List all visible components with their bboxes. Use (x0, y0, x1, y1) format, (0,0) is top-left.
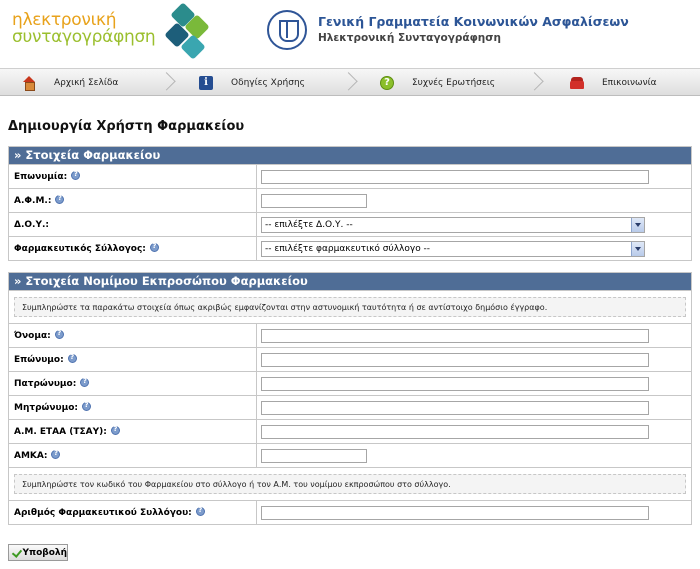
help-icon[interactable] (55, 330, 64, 339)
help-icon[interactable] (82, 402, 91, 411)
field-control (257, 420, 691, 443)
field-control (257, 372, 691, 395)
field-label (9, 165, 257, 188)
field-control (257, 165, 691, 188)
brand-logo[interactable] (12, 12, 155, 46)
am-etaa-input[interactable] (261, 425, 649, 439)
page-header (0, 0, 700, 68)
organization-title: Γενική Γραμματεία Κοινωνικών Ασφαλίσεων (318, 14, 629, 29)
help-icon[interactable] (80, 378, 89, 387)
field-label (9, 189, 257, 212)
submit-button[interactable] (8, 544, 68, 561)
brand-line-1: ηλεκτρονική (12, 10, 117, 30)
note-row (9, 290, 691, 323)
field-control (257, 396, 691, 419)
father-name-input[interactable] (261, 377, 649, 391)
am-etaa-label: Α.Μ. ΕΤΑΑ (ΤΣΑΥ): (14, 426, 107, 437)
field-label (9, 372, 257, 395)
field-label (9, 348, 257, 371)
nav-item-label: Αρχική Σελίδα (54, 77, 119, 88)
field-control (257, 189, 691, 212)
amka-input[interactable] (261, 449, 367, 463)
mother-name-input[interactable] (261, 401, 649, 415)
submit-label: Υποβολή (22, 547, 67, 558)
organization-subtitle: Ηλεκτρονική Συνταγογράφηση (318, 32, 501, 44)
field-control (257, 501, 691, 524)
section-header: » Στοιχεία Φαρμακείου (9, 147, 691, 164)
field-control (257, 213, 691, 236)
info-icon (199, 76, 213, 90)
nav-item-label: Επικοινωνία (602, 77, 657, 88)
amka-label: ΑΜΚΑ: (14, 450, 48, 461)
chevron-down-icon[interactable] (631, 218, 644, 232)
first-name-input[interactable] (261, 329, 649, 343)
help-icon[interactable] (150, 243, 159, 252)
field-label (9, 420, 257, 443)
nav-separator (160, 72, 170, 92)
company-label: Επωνυμία: (14, 171, 68, 182)
nav-separator (528, 72, 538, 92)
info-note: Συμπληρώστε τα παρακάτω στοιχεία όπως ακριβώς εμφανίζονται στην αστυνομική ταυτότητα ή σε αντίστοιχο δημόσιο έγγραφο. (14, 297, 686, 317)
form-row (9, 443, 691, 467)
phone-icon (570, 76, 584, 90)
field-control (257, 237, 691, 260)
nav-item-instructions[interactable] (199, 69, 305, 96)
form-row (9, 188, 691, 212)
help-icon[interactable] (71, 171, 80, 180)
help-icon[interactable] (55, 195, 64, 204)
first-name-label: Όνομα: (14, 330, 51, 341)
association-select[interactable] (261, 241, 645, 257)
form-row (9, 371, 691, 395)
doy-selected-value: -- επιλέξτε Δ.Ο.Υ. -- (265, 219, 353, 230)
field-label (9, 237, 257, 260)
home-icon (22, 76, 36, 90)
form-row (9, 347, 691, 371)
last-name-input[interactable] (261, 353, 649, 367)
help-icon[interactable] (51, 450, 60, 459)
afm-input[interactable] (261, 194, 367, 208)
nav-item-label: Οδηγίες Χρήσης (231, 77, 305, 88)
nav-item-home[interactable] (22, 69, 118, 96)
puzzle-logo-icon (162, 4, 210, 62)
last-name-label: Επώνυμο: (14, 354, 64, 365)
field-label (9, 444, 257, 467)
field-label (9, 213, 257, 236)
nav-item-faq[interactable] (380, 69, 495, 96)
field-control (257, 324, 691, 347)
main-nav (0, 68, 700, 96)
company-name-input[interactable] (261, 170, 649, 184)
form-row (9, 500, 691, 524)
form-row (9, 395, 691, 419)
faq-icon (380, 76, 394, 90)
association-number-label: Αριθμός Φαρμακευτικού Συλλόγου: (14, 507, 192, 518)
pharmacy-details-section (8, 146, 692, 261)
doy-select[interactable] (261, 217, 645, 233)
field-control (257, 348, 691, 371)
field-control (257, 444, 691, 467)
field-label (9, 501, 257, 524)
nav-item-label: Συχνές Ερωτήσεις (412, 77, 496, 88)
government-emblem-icon (267, 10, 307, 50)
mother-name-label: Μητρώνυμο: (14, 402, 78, 413)
association-label: Φαρμακευτικός Σύλλογος: (14, 243, 146, 254)
field-label (9, 396, 257, 419)
section-header: » Στοιχεία Νομίμου Εκπροσώπου Φαρμακείου (9, 273, 691, 290)
form-row (9, 419, 691, 443)
form-row (9, 164, 691, 188)
doy-label: Δ.Ο.Υ.: (14, 219, 49, 230)
father-name-label: Πατρώνυμο: (14, 378, 77, 389)
afm-label: Α.Φ.Μ.: (14, 195, 52, 206)
nav-item-contact[interactable] (570, 69, 657, 96)
help-icon[interactable] (196, 507, 205, 516)
association-number-input[interactable] (261, 506, 649, 520)
page-title: Δημιουργία Χρήστη Φαρμακείου (8, 119, 245, 134)
checkmark-icon (12, 548, 19, 558)
chevron-down-icon[interactable] (631, 242, 644, 256)
help-icon[interactable] (68, 354, 77, 363)
note-row (9, 467, 691, 500)
form-row (9, 236, 691, 260)
association-selected-value: -- επιλέξτε φαρμακευτικό σύλλογο -- (265, 243, 431, 254)
form-row (9, 323, 691, 347)
info-note: Συμπληρώστε τον κωδικό του Φαρμακείου στο σύλλογο ή τον Α.Μ. του νομίμου εκπροσώπου στο σύλλογο. (14, 474, 686, 494)
field-label (9, 324, 257, 347)
brand-line-2: συνταγογράφηση (12, 27, 156, 47)
legal-representative-section (8, 272, 692, 525)
nav-separator (342, 72, 352, 92)
organization-header (318, 14, 629, 44)
help-icon[interactable] (111, 426, 120, 435)
form-row (9, 212, 691, 236)
